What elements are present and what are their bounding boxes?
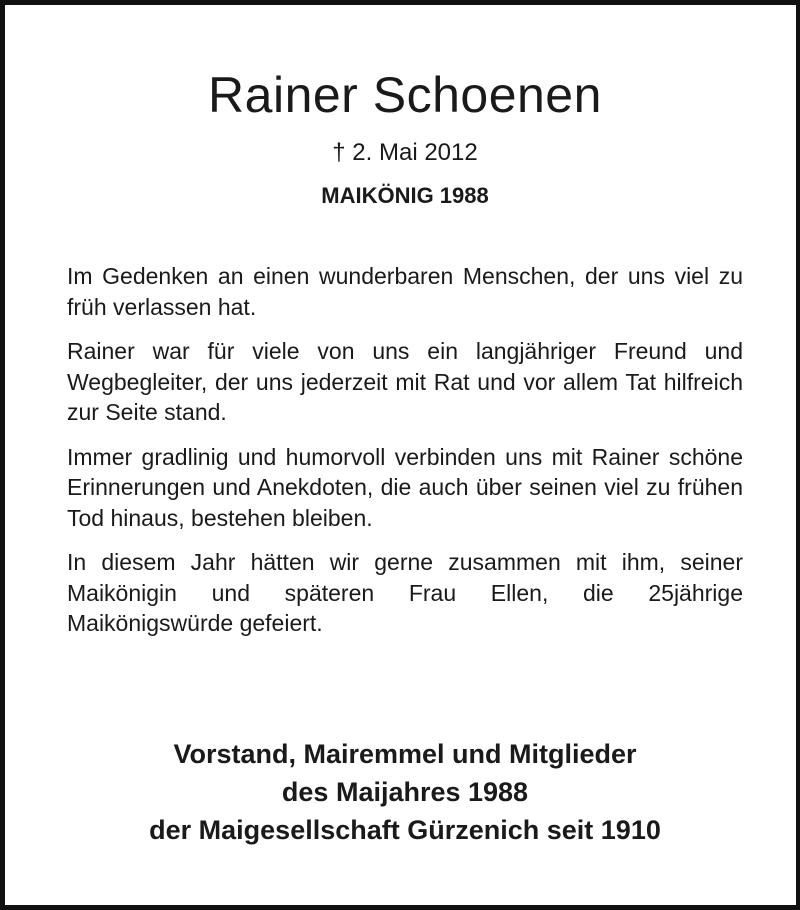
signature-line: der Maigesellschaft Gürzenich seit 1910 <box>149 815 661 845</box>
paragraph-friendship: Rainer war für viele von uns ein langjähriger Freund und Wegbegleiter, der uns jederzeit mit Rat und vor allem Tat hilfreich zur Seite stand. <box>67 338 743 425</box>
signature-line: des Maijahres 1988 <box>281 777 529 807</box>
signature-block <box>5 735 800 849</box>
paragraph-memories: Immer gradlinig und humorvoll verbinden uns mit Rainer schöne Erinnerungen und Anekdoten, die auch über seinen viel zu frühen Tod hinaus, bestehen bleiben. <box>67 443 743 531</box>
paragraph-remembrance: Im Gedenken an einen wunderbaren Menschen, der uns viel zu früh verlassen hat. <box>67 263 743 320</box>
death-date: † 2. Mai 2012 <box>332 139 478 166</box>
notice-body <box>67 261 743 653</box>
deceased-name: Rainer Schoenen <box>208 67 602 123</box>
paragraph-anniversary: In diesem Jahr hätten wir gerne zusammen mit ihm, seiner Maikönigin und späteren Frau Ellen, die 25jährige Maikönigswürde gefeiert. <box>67 549 743 636</box>
signature-line: Vorstand, Mairemmel und Mitglieder <box>173 739 637 769</box>
honorary-title: MAIKÖNIG 1988 <box>321 183 489 208</box>
